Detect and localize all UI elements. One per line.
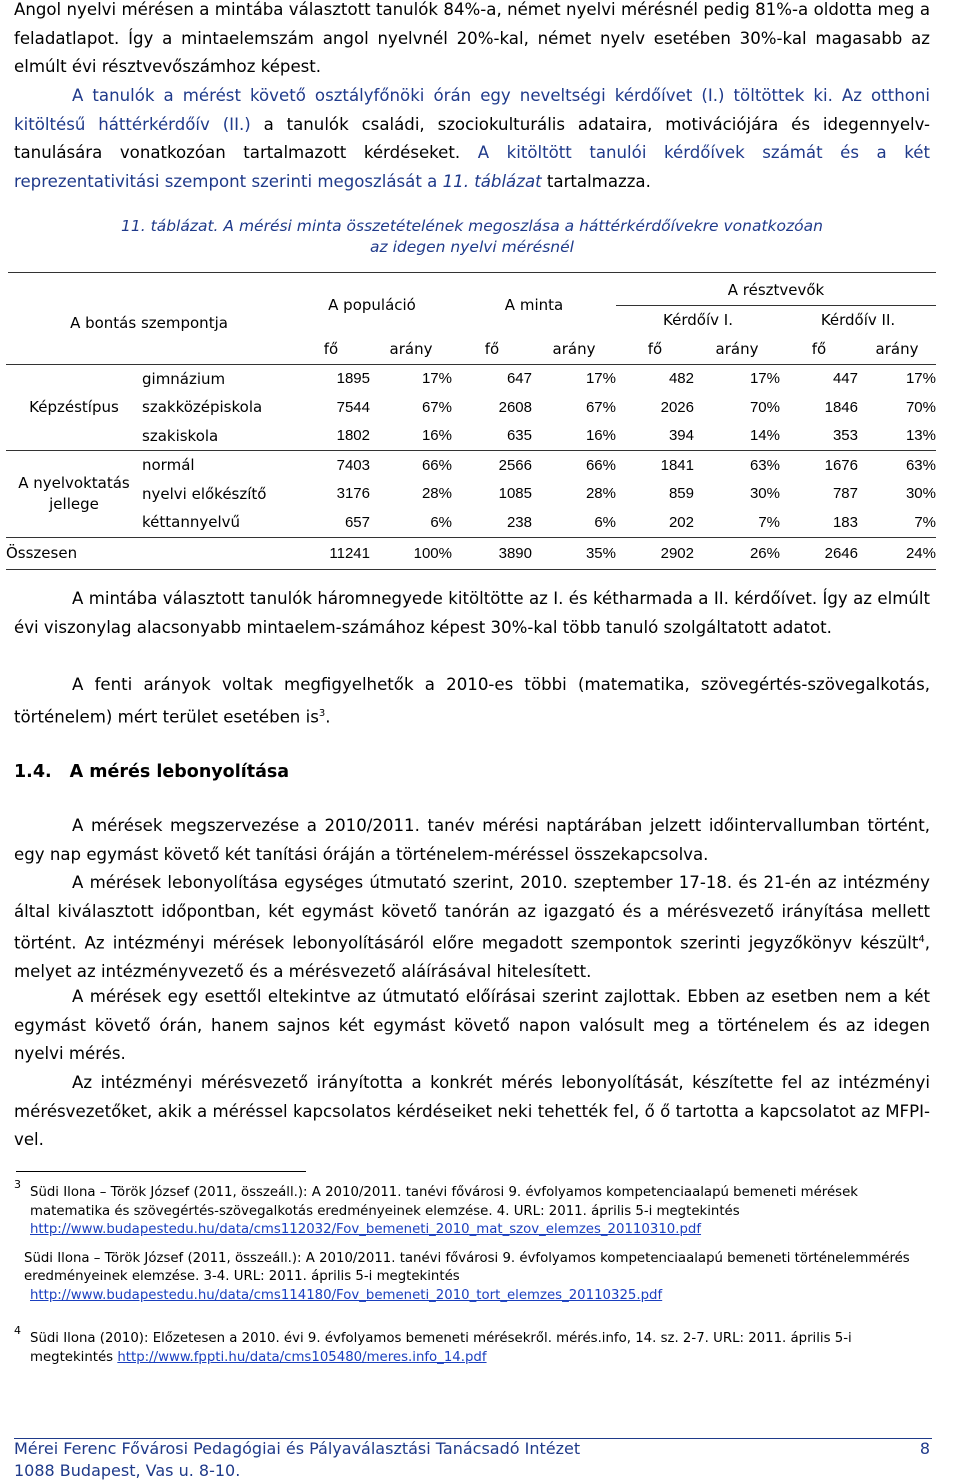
cell: 63% — [905, 456, 936, 474]
header-arany: arány — [858, 334, 936, 364]
questionnaire-text-blue: A tanulók a mérést követő osztályfőnöki órán egy neveltségi kérdőívet (I.) töltöttek ki. Az otthoni kitöltésű háttérkérdőív (II.) — [14, 86, 930, 134]
cell: 30% — [905, 485, 936, 503]
table-top-rule — [8, 272, 936, 273]
cell: 2026 — [660, 398, 694, 416]
header-arany: arány — [532, 334, 616, 364]
cell: 482 — [668, 370, 694, 388]
footnote-3a-text: Südi Ilona – Török József (2011, összeáll.): A 2010/2011. tanévi fővárosi 9. évfolyamos kompetenciaalapú bemeneti mérések matematika és szövegértés-szövegalkotás eredményeinek elemzése. 4. URL: 2011. április 5-i megtekintés — [30, 1185, 858, 1219]
cell: 2646 — [780, 537, 858, 569]
header-fo: fő — [616, 334, 694, 364]
paragraph-sample-share: A mintába választott tanulók háromnegyede kitöltötte az I. és kétharmada a II. kérdőívet. Így az elmúlt évi viszonylag alacsonyabb mintaelem-számához képest 30%-kal több tanuló szolgáltatott adatot. — [14, 589, 930, 637]
cell: 24% — [858, 537, 936, 569]
footnote-4-number: 4 — [14, 1324, 21, 1337]
cell: 1895 — [336, 370, 370, 388]
section-heading — [14, 762, 289, 782]
table-caption-line2: az idegen nyelvi mérésnél — [370, 238, 574, 256]
cell: 28% — [421, 485, 452, 503]
row-label: kéttannyelvű — [142, 508, 292, 537]
cell: 394 — [616, 422, 694, 451]
footnote-ref-3: 3 — [318, 707, 326, 719]
row-label: nyelvi előkészítő — [142, 484, 267, 503]
cell: 70% — [905, 398, 936, 416]
cell: 70% — [749, 398, 780, 416]
cell: 1846 — [824, 398, 858, 416]
cell: 2902 — [616, 537, 694, 569]
sample-table — [6, 276, 936, 570]
ratios-text-end: . — [325, 707, 331, 727]
cell: 26% — [694, 537, 780, 569]
cell: 30% — [749, 485, 780, 503]
footer-address: 1088 Budapest, Vas u. 8-10. — [14, 1461, 241, 1480]
table-row — [6, 422, 936, 451]
cell: 66% — [421, 456, 452, 474]
execution-text-end: , melyet az intézményvezető és a mérésvezető aláírásával hitelesített. — [14, 933, 930, 982]
group-nyelvoktatas — [6, 451, 936, 538]
cell: 17% — [749, 370, 780, 388]
paragraph-execution — [14, 869, 930, 987]
row-label: szakiskola — [142, 422, 292, 451]
header-fo: fő — [780, 334, 858, 364]
footnote-4-link[interactable]: http://www.fppti.hu/data/cms105480/meres.info_14.pdf — [117, 1349, 487, 1365]
page-number: 8 — [919, 1439, 930, 1458]
paragraph-coordinator: Az intézményi mérésvezető irányította a konkrét mérés lebonyolítását, készítette fel az intézményi mérésvezetőket, akik a méréssel kapcsolatos kérdéseiket neki tehették fel, ő ő tartotta a kapcsolatot az MFPI-vel. — [14, 1073, 930, 1150]
header-arany: arány — [694, 334, 780, 364]
cell: 183 — [780, 508, 858, 537]
footnote-3a-link[interactable]: http://www.budapestedu.hu/data/cms112032/Fov_bemeneti_2010_mat_szov_elemzes_20110310.pdf — [30, 1222, 702, 1238]
page-footer — [14, 1438, 932, 1482]
cell: 202 — [616, 508, 694, 537]
cell: 6% — [370, 508, 452, 537]
cell: 353 — [780, 422, 858, 451]
footnote-rule — [16, 1171, 306, 1172]
cell: 1085 — [498, 485, 532, 503]
footnote-3 — [14, 1178, 930, 1306]
cell: 3890 — [452, 537, 532, 569]
footer-institution: Mérei Ferenc Fővárosi Pedagógiai és Pályaválasztási Tanácsadó Intézet — [14, 1439, 581, 1458]
footnote-3-number: 3 — [14, 1178, 21, 1191]
cell: 67% — [585, 398, 616, 416]
group-kepzestipus — [6, 364, 936, 451]
footnote-4-body: Südi Ilona (2010): Előzetesen a 2010. évi 9. évfolyamos bemeneti mérésekről. mérés.info, 14. sz. 2-7. URL: 2011. április 5-i megtekintés — [30, 1331, 852, 1365]
cell: 1802 — [292, 422, 370, 451]
ratios-text: A fenti arányok voltak megfigyelhetők a 2010-es többi (matematika, szövegértés-szövegalkotás, történelem) mért terület esetében is — [14, 675, 930, 727]
footnote-ref-4: 4 — [918, 934, 925, 946]
cell: 11241 — [292, 537, 370, 569]
footnote-4 — [14, 1324, 930, 1367]
cell: 63% — [749, 456, 780, 474]
paragraph-questionnaires — [14, 82, 930, 196]
cell: 3176 — [336, 485, 370, 503]
table-caption-number: 11. táblázat. — [121, 217, 219, 235]
cell: 2566 — [498, 456, 532, 474]
header-fo: fő — [452, 334, 532, 364]
cell: 17% — [585, 370, 616, 388]
cell: 859 — [668, 485, 694, 503]
cell: 16% — [370, 422, 452, 451]
cell: 1841 — [660, 456, 694, 474]
group-label: Képzéstípus — [6, 364, 142, 451]
table-row — [6, 393, 936, 422]
cell: 67% — [421, 398, 452, 416]
footnote-3-text — [30, 1184, 930, 1240]
paragraph-ratios — [14, 671, 930, 732]
cell: 2608 — [498, 398, 532, 416]
cell: 787 — [832, 485, 858, 503]
table-reference: 11. táblázat — [442, 171, 542, 191]
cell: 17% — [905, 370, 936, 388]
cell: 6% — [532, 508, 616, 537]
section-title: A mérés lebonyolítása — [69, 762, 290, 782]
header-populacio: A populáció — [328, 296, 416, 314]
cell: 17% — [421, 370, 452, 388]
total-label: Összesen — [6, 537, 292, 569]
table-row — [6, 480, 936, 509]
paragraph-intro: Angol nyelvi mérésen a mintába választott tanulók 84%-a, német nyelvi mérésnél pedig 81%-a oldotta meg a feladatlapot. Így a mintaelemszám angol nyelvnél 20%-kal, német nyelv esetében 30%-kal magasabb az elmúlt évi résztvevőszámhoz képest. — [14, 0, 930, 77]
cell: 238 — [452, 508, 532, 537]
cell: 7% — [694, 508, 780, 537]
cell: 100% — [370, 537, 452, 569]
footnote-3b-text — [24, 1250, 930, 1306]
cell: 66% — [585, 456, 616, 474]
footnote-3b-body: Südi Ilona – Török József (2011, összeáll.): A 2010/2011. tanévi fővárosi 9. évfolyamos kompetenciaalapú bemeneti történelemmérés eredményeinek elemzése. 3-4. URL: 2011. április 5-i megtekintés — [24, 1250, 910, 1285]
cell: 35% — [532, 537, 616, 569]
cell: 657 — [292, 508, 370, 537]
questionnaire-text: a tanulók családi, szociokulturális adataira, motivációjára és idegennyelv-tanulására vonatkozóan tartalmazott kérdéseket. — [14, 114, 931, 163]
footnote-4-text — [30, 1330, 930, 1367]
cell: 13% — [858, 422, 936, 451]
cell: 7403 — [336, 456, 370, 474]
cell: 635 — [452, 422, 532, 451]
table-row-total — [6, 537, 936, 569]
row-label: szakközépiskola — [142, 398, 263, 417]
table-row — [6, 364, 936, 393]
header-kerdoiv-1: Kérdőív I. — [663, 310, 733, 329]
cell: 1676 — [824, 456, 858, 474]
paragraph-exception: A mérések egy esettől eltekintve az útmutató előírásai szerint zajlottak. Ebben az esetben nem a két egymást követő órán, hanem sajnos két egymást követő napon valósult meg a történelem és az idegen nyelvi mérés. — [14, 987, 930, 1064]
cell: 647 — [506, 370, 532, 388]
footnote-3b-link[interactable]: http://www.budapestedu.hu/data/cms114180/Fov_bemeneti_2010_tort_elemzes_20110325.pdf — [30, 1287, 663, 1303]
row-label: gimnázium — [142, 369, 226, 388]
header-kerdoiv-2: Kérdőív II. — [820, 310, 896, 329]
table-caption — [14, 216, 930, 258]
header-fo: fő — [292, 334, 370, 364]
header-bontas: A bontás szempontja — [70, 314, 228, 332]
section-number: 1.4. — [14, 762, 52, 782]
header-resztvevok: A résztvevők — [616, 276, 936, 305]
paragraph-organization: A mérések megszervezése a 2010/2011. tanév mérési naptárában jelzett időintervallumban történt, egy nap egymást követő két tanítási óráján a történelem-méréssel összekapcsolva. — [14, 816, 930, 864]
header-minta: A minta — [504, 296, 564, 314]
header-arany: arány — [370, 334, 452, 364]
cell: 7544 — [336, 398, 370, 416]
cell: 447 — [832, 370, 858, 388]
execution-text: A mérések lebonyolítása egységes útmutató szerint, 2010. szeptember 17-18. és 21-én az intézmény által kiválasztott időpontban, két egymást követő tanórán az igazgató és a mérésvezető irányítása mellett történt. Az intézményi mérések lebonyolításáról előre megadott szempontok szerinti jegyzőkönyv készült — [14, 873, 930, 953]
table-row — [6, 508, 936, 537]
cell: 16% — [532, 422, 616, 451]
questionnaire-text-end: tartalmazza. — [541, 171, 651, 191]
cell: 14% — [694, 422, 780, 451]
cell: 7% — [858, 508, 936, 537]
table-caption-text: A mérési minta összetételének megoszlása a háttérkérdőívekre vonatkozóan — [218, 217, 823, 235]
cell: 28% — [585, 485, 616, 503]
row-label: normál — [142, 456, 195, 475]
questionnaire-text-blue-2: A kitöltött tanulói kérdőívek számát és a két reprezentativitási szempont szerinti megoszlását a — [14, 143, 930, 191]
group-label: A nyelvoktatás jellege — [6, 451, 142, 538]
table-row — [6, 451, 936, 480]
